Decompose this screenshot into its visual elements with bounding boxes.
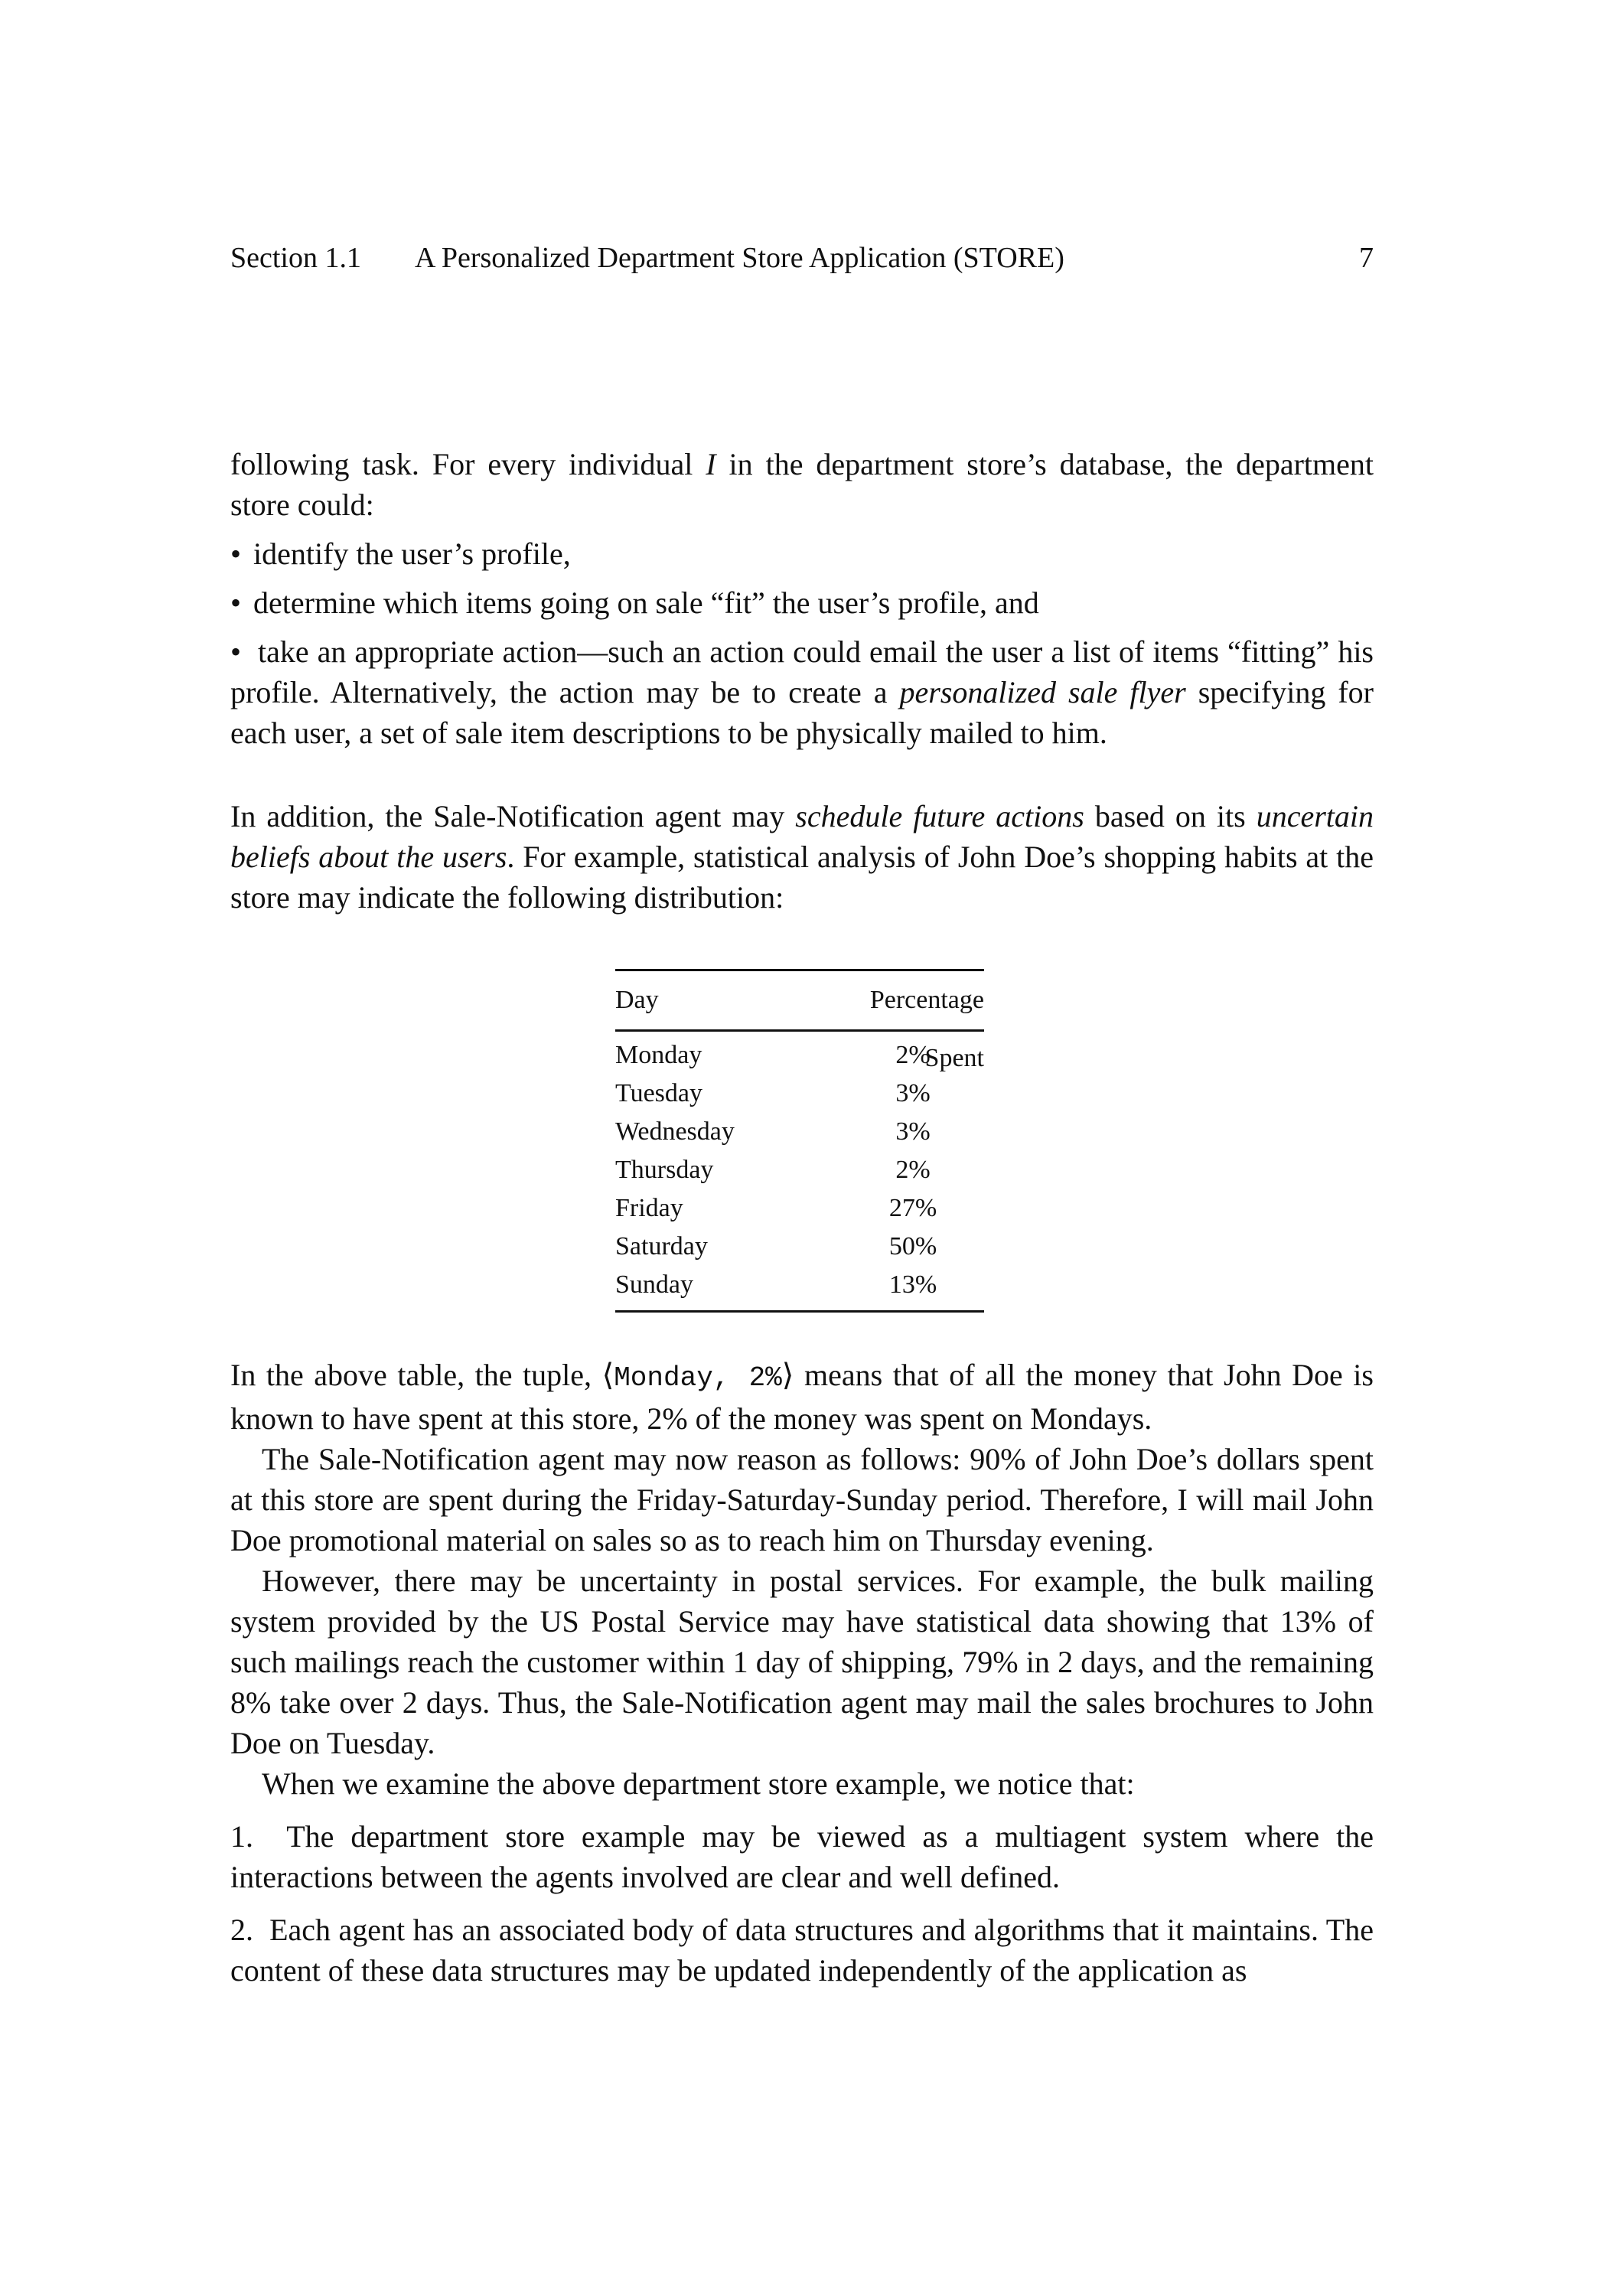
paragraph-tuple: In the above table, the tuple, ⟨Monday, 2%⟩ means that of all the money that John Doe is known to have spent at this store, 2% of the money was spent on Mondays.	[230, 1358, 1374, 1436]
cell-percentage: 13%	[888, 1270, 937, 1299]
cell-percentage: 50%	[888, 1232, 937, 1261]
table-row	[615, 1266, 984, 1304]
cell-day: Friday	[615, 1194, 683, 1222]
bullet-item: • determine which items going on sale “fit” the user’s profile, and	[230, 582, 1374, 623]
list-item: 1. The department store example may be viewed as a multiagent system where the interactions between the agents involved are clear and well defined.	[230, 1819, 1374, 1894]
analysis-block	[230, 1355, 1374, 1991]
column-header-percentage: Percentage Spent	[869, 986, 984, 1072]
tuple-code: Monday, 2%	[614, 1362, 782, 1394]
cell-percentage: 2%	[895, 1041, 931, 1069]
section-label: Section 1.1	[230, 242, 361, 274]
table-row	[615, 1075, 984, 1113]
table-row	[615, 1151, 984, 1189]
paragraph-postal: However, there may be uncertainty in postal services. For example, the bulk mailing system provided by the US Postal Service may have statistical data showing that 13% of such mailings reach the customer within 1 day of shipping, 79% in 2 days, and the remaining 8% take over 2 days. Thus, the Sale-Notification agent may mail the sales brochures to John Doe on Tuesday.	[230, 1564, 1374, 1760]
table-row	[615, 1228, 984, 1266]
spending-table	[615, 969, 984, 1313]
bullet-item: • take an appropriate action—such an action could email the user a list of items “fitting” his profile. Alternatively, the action may be to create a personalized sale flyer specifying for each user, a set of sale item descriptions to be physically mailed to him.	[230, 634, 1374, 750]
cell-percentage: 3%	[895, 1117, 931, 1146]
paragraph-reasoning: The Sale-Notification agent may now reason as follows: 90% of John Doe’s dollars spent at this store are spent during the Friday-Saturday-Sunday period. Therefore, I will mail John Doe promotional material on sales so as to reach him on Thursday evening.	[230, 1442, 1374, 1557]
running-header	[230, 239, 1374, 277]
cell-day: Sunday	[615, 1270, 693, 1299]
cell-percentage: 3%	[895, 1079, 931, 1107]
list-item: 2. Each agent has an associated body of data structures and algorithms that it maintains. The content of these data structures may be updated independently of the application as	[230, 1913, 1374, 1988]
bullet-icon: •	[230, 585, 242, 620]
list-number: 2.	[230, 1913, 253, 1947]
table-body	[615, 1032, 984, 1310]
list-number: 1.	[230, 1819, 253, 1854]
table-row	[615, 1113, 984, 1151]
paragraph-distribution: In addition, the Sale-Notification agent may schedule future actions based on its uncertain beliefs about the users. For example, statistical analysis of John Doe’s shopping habits at the store may indicate the following distribution:	[230, 799, 1374, 915]
intro-block	[230, 444, 1374, 753]
header-title: A Personalized Department Store Application (STORE)	[415, 242, 1064, 274]
bullet-icon: •	[230, 536, 242, 571]
cell-percentage: 27%	[888, 1194, 937, 1222]
column-header-day: Day	[615, 986, 659, 1014]
paragraph-intro: following task. For every individual I in the department store’s database, the department store could:	[230, 447, 1374, 522]
cell-day: Saturday	[615, 1232, 708, 1261]
paragraph-examine: When we examine the above department store example, we notice that:	[262, 1766, 1135, 1801]
table-row	[615, 1036, 984, 1075]
variable-i: I	[706, 447, 716, 481]
cell-percentage: 2%	[895, 1156, 931, 1184]
bullet-icon: •	[230, 634, 259, 669]
cell-day: Thursday	[615, 1156, 714, 1184]
cell-day: Wednesday	[615, 1117, 735, 1146]
page	[230, 0, 1374, 2296]
cell-day: Tuesday	[615, 1079, 702, 1107]
bullet-item: • identify the user’s profile,	[230, 533, 1374, 574]
page-number: 7	[1359, 242, 1374, 274]
table-row	[615, 1189, 984, 1228]
cell-day: Monday	[615, 1041, 702, 1069]
